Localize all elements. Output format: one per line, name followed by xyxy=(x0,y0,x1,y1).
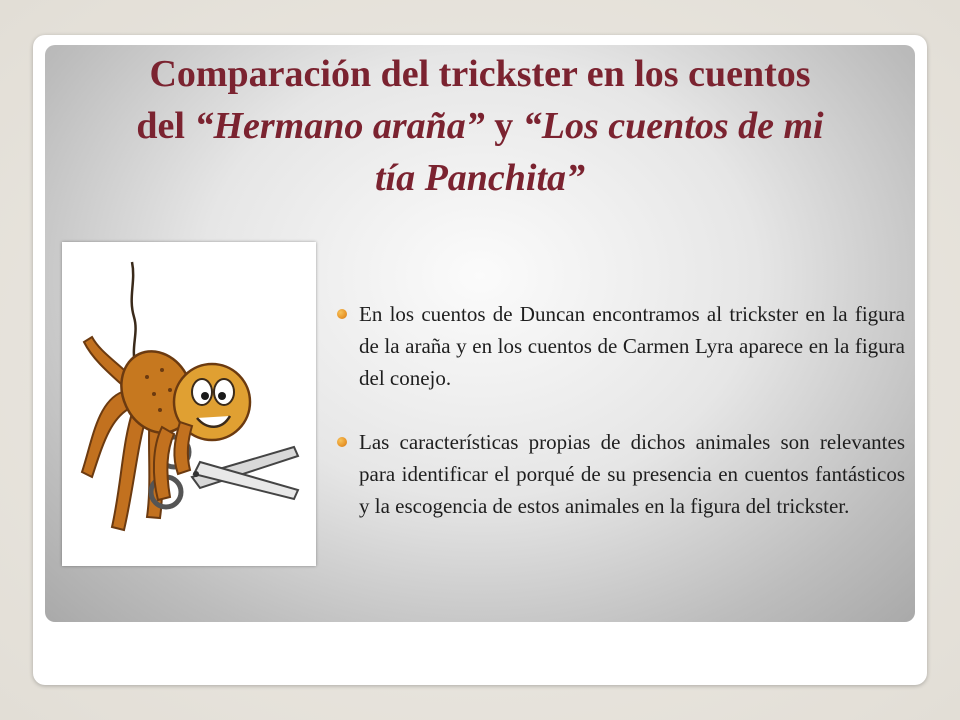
title-book-cuentos-part-1: “Los cuentos de mi xyxy=(522,105,824,147)
bullet-text: En los cuentos de Duncan encontramos al trickster en la figura de la araña y en los cuentos de Carmen Lyra aparece en la figura del conejo. xyxy=(359,302,905,390)
bullet-text: Las características propias de dichos animales son relevantes para identificar el porqué de su presencia en cuentos fantásticos y la escogencia de estos animales en la figura del trickster. xyxy=(359,430,905,518)
spider-scissors-illustration xyxy=(62,242,316,566)
bullet-icon xyxy=(337,437,347,447)
bullet-item-caracteristicas xyxy=(337,426,905,522)
bullet-list xyxy=(337,298,905,554)
title-book-cuentos-part-2: tía Panchita” xyxy=(374,157,586,199)
scissors-icon xyxy=(151,437,298,507)
title-line-1: Comparación del trickster en los cuentos xyxy=(149,53,811,95)
spider-leg-front-holding-2 xyxy=(154,427,174,500)
spider-thread xyxy=(132,262,136,367)
title-line-2-mid: y xyxy=(484,105,523,147)
bullet-icon xyxy=(337,309,347,319)
bullet-item-duncan-lyra xyxy=(337,298,905,394)
slide-title xyxy=(70,48,890,204)
title-book-hermano-arana: “Hermano araña” xyxy=(194,105,485,147)
spider-illustration-card xyxy=(62,242,316,566)
title-line-2-prefix: del xyxy=(136,105,195,147)
